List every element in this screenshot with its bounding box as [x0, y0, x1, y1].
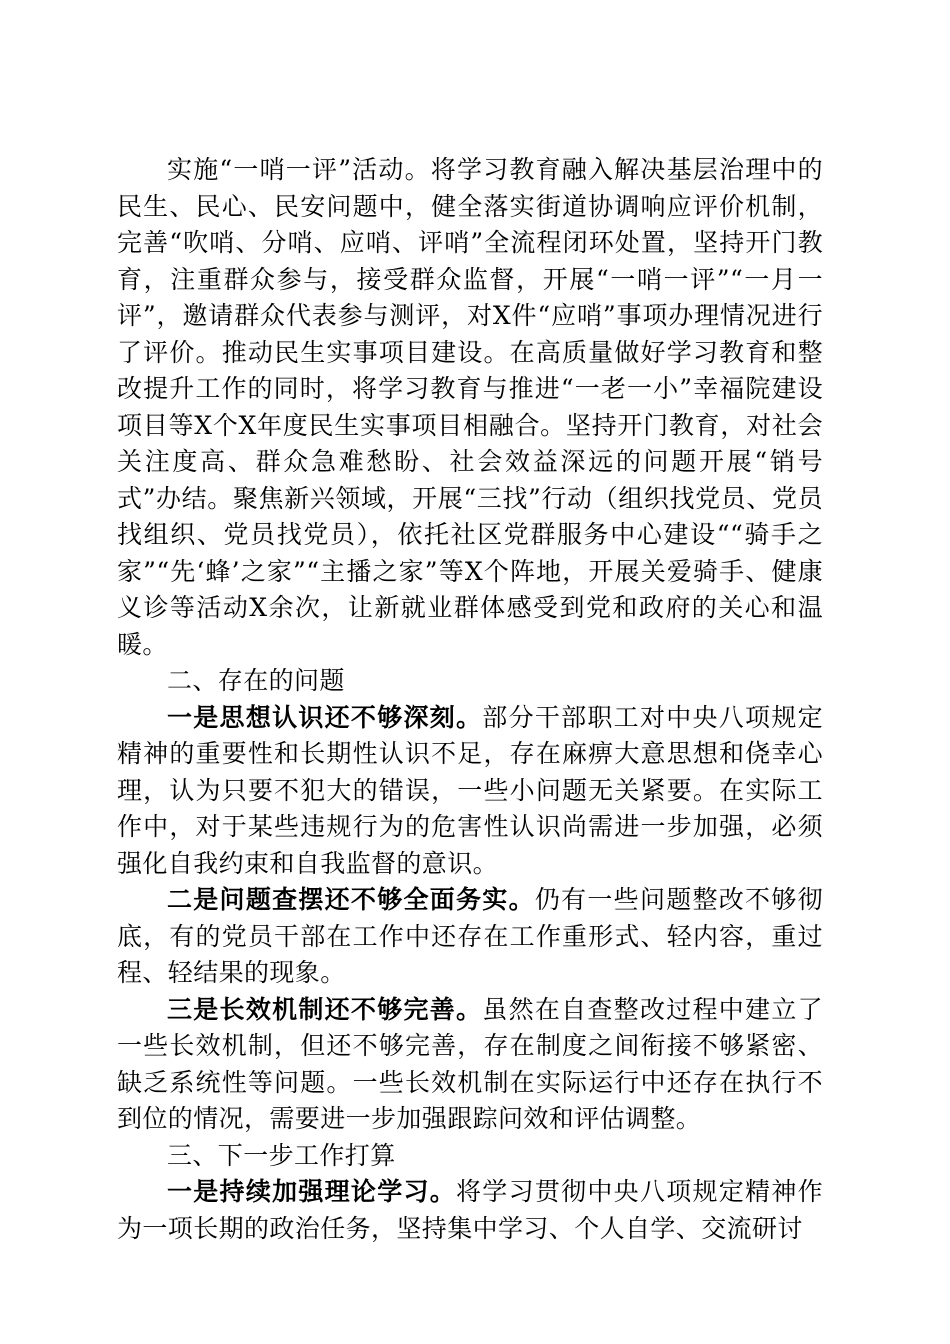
paragraph-problem-1	[117, 700, 823, 883]
heading-text: 二、存在的问题	[167, 666, 345, 695]
section-heading-next-steps	[117, 1138, 823, 1175]
paragraph-text: 实施“一哨一评”活动。将学习教育融入解决基层治理中的民生、民心、民安问题中，健全落实街道协调响应评价机制，完善“吹哨、分哨、应哨、评哨”全流程闭环处置，坚持开门教育，注重群众参与，接受群众监督，开展“一哨一评”“一月一评”，邀请群众代表参与测评，对X件“应哨”事项办理情况进行了评价。推动民生实事项目建设。在高质量做好学习教育和整改提升工作的同时，将学习教育与推进“一老一小”幸福院建设项目等X个X年度民生实事项目相融合。坚持开门教育，对社会关注度高、群众急难愁盼、社会效益深远的问题开展“销号式”办结。聚焦新兴领域，开展“三找”行动（组织找党员、党员找组织、党员找党员），依托社区党群服务中心建设““骑手之家”“先‘蜂’之家”“主播之家”等X个阵地，开展关爱骑手、健康义诊等活动X余次，让新就业群体感受到党和政府的关心和温暖。	[117, 155, 823, 659]
paragraph-plan-1	[117, 1174, 823, 1247]
paragraph-lead: 一是思想认识还不够深刻。	[167, 702, 483, 732]
paragraph-text: 仍有一些问题整改不够彻底，有的党员干部在工作中还存在工作重形式、轻内容，重过程、轻结果的现象。	[117, 885, 823, 987]
paragraph-text: 部分干部职工对中央八项规定精神的重要性和长期性认识不足，存在麻痹大意思想和侥幸心理，认为只要不犯大的错误，一些小问题无关紧要。在实际工作中，对于某些违规行为的危害性认识尚需进一步加强，必须强化自我约束和自我监督的意识。	[117, 702, 823, 878]
paragraph-text: 虽然在自查整改过程中建立了一些长效机制，但还不够完善，存在制度之间衔接不够紧密、缺乏系统性等问题。一些长效机制在实际运行中还存在执行不到位的情况，需要进一步加强跟踪问效和评估调整。	[117, 994, 823, 1133]
document-body	[117, 152, 823, 1247]
paragraph-lead: 二是问题查摆还不够全面务实。	[167, 885, 535, 914]
paragraph-problem-3	[117, 992, 823, 1138]
paragraph-lead: 一是持续加强理论学习。	[167, 1177, 457, 1206]
paragraph-problem-2	[117, 882, 823, 992]
section-heading-problems	[117, 663, 823, 700]
paragraph-lead: 三是长效机制还不够完善。	[167, 994, 483, 1024]
paragraph-activities	[117, 152, 823, 663]
heading-text: 三、下一步工作打算	[167, 1140, 396, 1170]
paragraph-text: 将学习贯彻中央八项规定精神作为一项长期的政治任务，坚持集中学习、个人自学、交流研讨	[117, 1177, 823, 1243]
